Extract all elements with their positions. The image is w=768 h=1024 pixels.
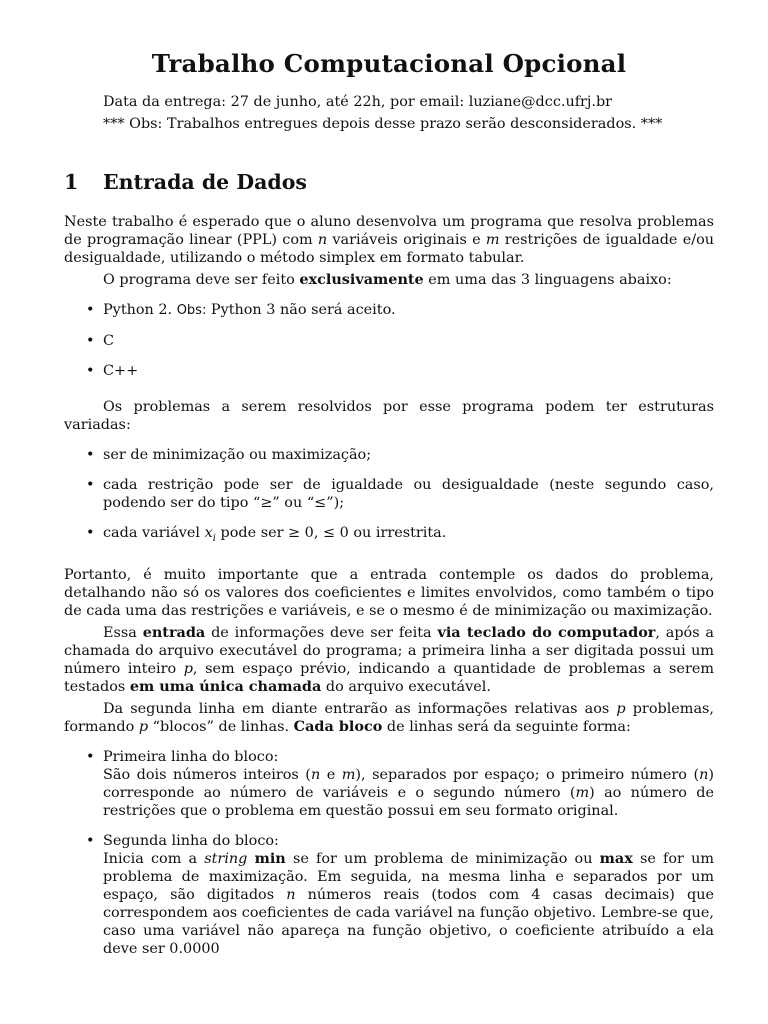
first-line-title: Primeira linha do bloco: xyxy=(103,748,279,765)
section-number: 1 xyxy=(64,170,79,194)
document-title: Trabalho Computacional Opcional xyxy=(151,49,627,78)
delivery-date-line: Data da entrega: 27 de junho, até 22h, por email: luziane@dcc.ufrj.br xyxy=(103,94,613,110)
structures-intro: Os problemas a serem resolvidos por esse programa podem ter estruturas variadas: xyxy=(64,399,714,433)
list-item-variables: • cada variável $x_i$ pode ser ≥ 0, ≤ 0 ou irrestrita. xyxy=(86,525,447,544)
bullet-icon: • xyxy=(86,363,95,379)
segunda-linha-paragraph: Da segunda linha em diante entrarão as informações relativas aos p problemas, formando p “blocos” de linhas. Cada bloco de linhas será da seguinte forma: xyxy=(64,700,714,735)
blocks-list xyxy=(64,748,714,958)
portanto-paragraph: Portanto, é muito importante que a entrada contemple os dados do problema, detalhando não só os valores dos coeficientes e limites envolvidos, como também o tipo de cada uma das restrições e variáveis, e se o mesmo é de minimização ou maximização. xyxy=(64,566,714,619)
bullet-icon: • xyxy=(86,525,95,541)
list-item-cpp: • C++ xyxy=(86,363,139,379)
list-item-c: • C xyxy=(86,333,115,349)
list-item-constraints: • cada restrição pode ser de igualdade ou desigualdade (neste segundo caso, podendo ser do tipo “≥” ou “≤”); xyxy=(86,477,714,511)
second-line-description: Inicia com a string min se for um problema de minimização ou max se for um problema de maximização. Em seguida, na mesma linha e separados por um espaço, são digitados n números reais (todos com 4 casas decimais) que correspondem aos coeficientes de cada variável na função objetivo. Lembre-se que, caso uma variável não apareça na função objetivo, o coeficiente atribuído a ela deve ser 0.0000 xyxy=(103,849,714,957)
section-heading xyxy=(64,170,714,194)
list-item-python: • Python 2. Obs: Python 3 não será aceito. xyxy=(86,302,396,318)
list-item-first-line xyxy=(64,748,714,820)
submission-info xyxy=(64,93,714,133)
languages-list xyxy=(64,301,714,380)
bullet-icon: • xyxy=(86,333,95,349)
list-item-second-line xyxy=(64,832,714,958)
intro-paragraph: Neste trabalho é esperado que o aluno desenvolva um programa que resolva problemas de programação linear (PPL) com n variáveis originais e m restrições de igualdade e/ou desigualdade, utilizando o método simplex em formato tabular. xyxy=(64,214,714,266)
bullet-icon: • xyxy=(86,447,95,463)
bullet-icon: • xyxy=(86,302,95,318)
bullet-icon: • xyxy=(86,477,95,493)
second-line-title: Segunda linha do bloco: xyxy=(103,832,279,849)
list-item-objective: • ser de minimização ou maximização; xyxy=(86,447,372,463)
entrada-paragraph: Essa entrada de informações deve ser feita via teclado do computador, após a chamada do arquivo executável do programa; a primeira linha a ser digitada possui um número inteiro p, sem espaço prévio, indicando a quantidade de problemas a serem testados em uma única chamada do arquivo executável. xyxy=(64,623,715,695)
section-title: Entrada de Dados xyxy=(103,170,307,194)
bullet-icon: • xyxy=(86,832,95,849)
structures-list xyxy=(64,446,714,548)
first-line-description: São dois números inteiros (n e m), separados por espaço; o primeiro número (n) corresponde ao número de variáveis e o segundo número (m) ao número de restrições que o problema em questão possui em seu formato original. xyxy=(103,766,714,819)
languages-intro: O programa deve ser feito exclusivamente em uma das 3 linguagens abaixo: xyxy=(103,271,672,288)
deadline-note: *** Obs: Trabalhos entregues depois desse prazo serão desconsiderados. *** xyxy=(103,116,663,132)
bullet-icon: • xyxy=(86,748,95,765)
